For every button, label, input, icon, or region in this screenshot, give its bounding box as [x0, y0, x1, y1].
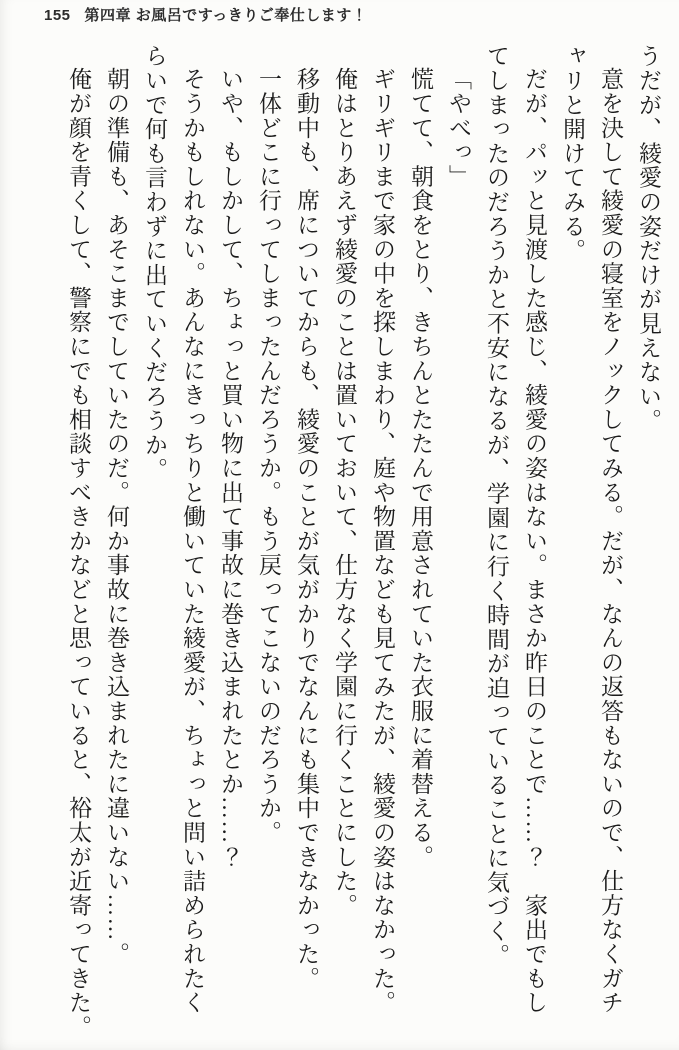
- page-header: [44, 4, 367, 25]
- text-line: 慌てて、朝食をとり、きちんとたたんで用意されていた衣服に着替える。: [408, 67, 433, 869]
- text-line: 俺はとりあえず綾愛のことは置いておいて、仕方なく学園に行くことにした。: [332, 67, 357, 918]
- text-line: らいで何も言わずに出ていくだろうか。: [142, 44, 167, 482]
- text-line: いや、もしかして、ちょっと買い物に出て事故に巻き込まれたとか……？: [218, 67, 243, 869]
- text-line: ャリと開けてみる。: [560, 44, 585, 263]
- text-line: 朝の準備も、あそこまでしていたのだ。何か事故に巻き込まれたに違いない……。: [104, 67, 129, 967]
- text-line: ギリギリまで家の中を探しまわり、庭や物置なども見てみたが、綾愛の姿はなかった。: [370, 67, 395, 1015]
- page-body: [59, 44, 667, 1046]
- text-line: そうかもしれない。あんなにきっちりと働いていた綾愛が、ちょっと問い詰められたく: [180, 67, 205, 1015]
- text-line: てしまったのだろうかと不安になるが、学園に行く時間が迫っていることに気づく。: [484, 44, 509, 968]
- text-line: うだが、綾愛の姿だけが見えない。: [636, 44, 661, 433]
- text-line: だが、パッと見渡した感じ、綾愛の姿はない。まさか昨日のことで……？ 家出でもし: [522, 67, 547, 1015]
- text-line: 意を決して綾愛の寝室をノックしてみる。だが、なんの返答もないので、仕方なくガチ: [598, 67, 623, 1015]
- text-line: 移動中も、席についてからも、綾愛のことが気がかりでなんにも集中できなかった。: [294, 67, 319, 991]
- text-line: 「やべっ」: [446, 67, 471, 189]
- page-number: 155: [44, 7, 71, 24]
- text-line: 一体どこに行ってしまったんだろうか。もう戻ってこないのだろうか。: [256, 67, 281, 845]
- text-line: 俺が顔を青くして、警察にでも相談すべきかなどと思っていると、裕太が近寄ってきた。: [66, 67, 91, 1039]
- chapter-title: 第四章 お風呂ですっきりご奉仕します！: [84, 7, 368, 24]
